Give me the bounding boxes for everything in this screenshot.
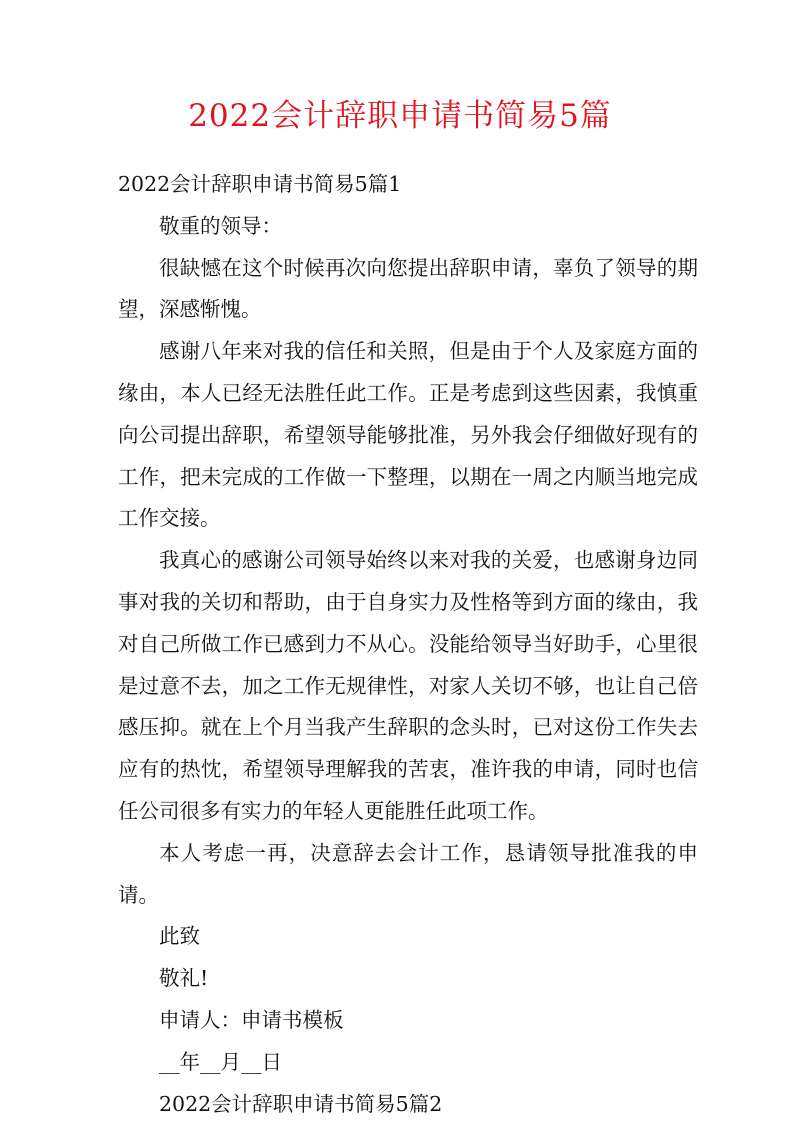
body-paragraph: 我真心的感谢公司领导始终以来对我的关爱，也感谢身边同事对我的关切和帮助，由于自身实力及性格等到方面的缘由，我对自己所做工作已感到力不从心。没能给领导当好助手，心里很是过意不去，加之工作无规律性，对家人关切不够，也让自己倍感压抑。就在上个月当我产生辞职的念头时，已对这份工作失去应有的热忱，希望领导理解我的苦衷，准许我的申请，同时也信任公司很多有实力的年轻人更能胜任此项工作。 bbox=[118, 548, 698, 823]
document-body bbox=[118, 164, 698, 1125]
closing-line: 此致 bbox=[159, 924, 200, 949]
salutation: 敬重的领导： bbox=[159, 213, 282, 238]
closing-salute: 敬礼! bbox=[159, 966, 209, 991]
date-line: __年__月__日 bbox=[159, 1049, 282, 1074]
section-heading: 2022会计辞职申请书简易5篇2 bbox=[159, 1091, 443, 1116]
body-paragraph: 很缺憾在这个时候再次向您提出辞职申请，辜负了领导的期望，深感惭愧。 bbox=[118, 255, 698, 322]
section-heading: 2022会计辞职申请书简易5篇1 bbox=[118, 172, 402, 196]
body-paragraph: 感谢八年来对我的信任和关照，但是由于个人及家庭方面的缘由，本人已经无法胜任此工作。正是考虑到这些因素，我慎重向公司提出辞职，希望领导能够批准，另外我会仔细做好现有的工作，把未完成的工作做一下整理，以期在一周之内顺当地完成工作交接。 bbox=[118, 339, 698, 531]
document-title: 2022会计辞职申请书简易5篇 bbox=[188, 98, 612, 134]
applicant-line: 申请人：申请书模板 bbox=[159, 1007, 344, 1032]
body-paragraph: 本人考虑一再，决意辞去会计工作，恳请领导批准我的申请。 bbox=[118, 840, 698, 907]
